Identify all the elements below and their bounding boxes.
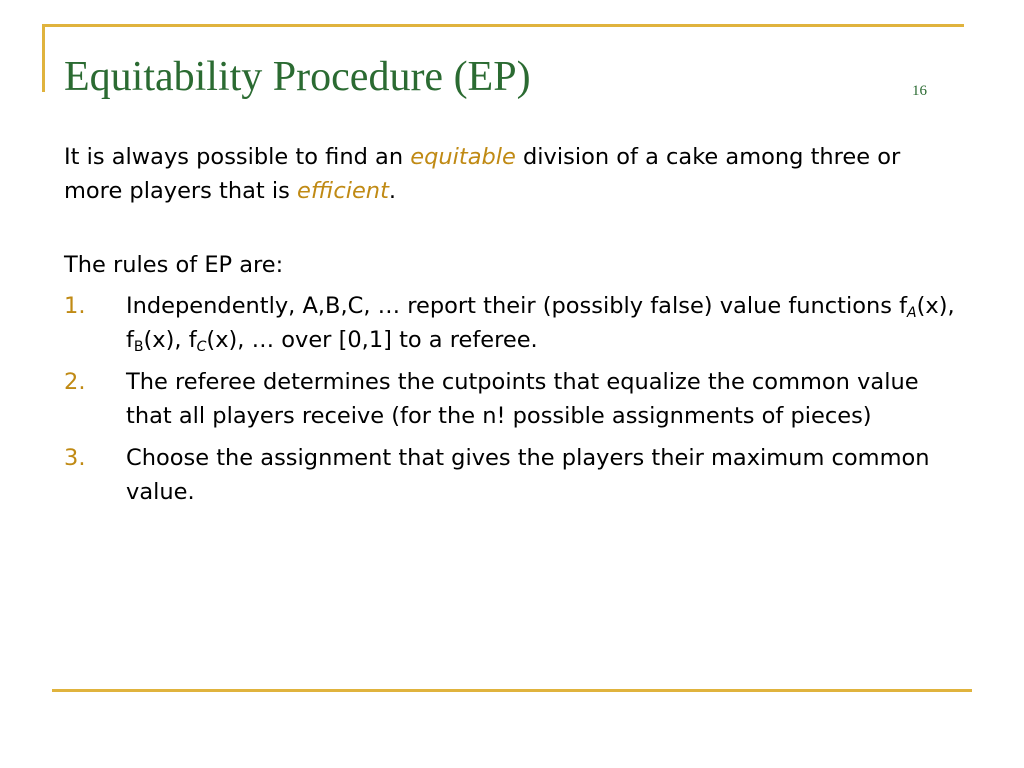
rule-1-text-b: (x), f [126,293,955,353]
rule-item-2 [64,365,964,433]
rule-1-text-c: (x), f [143,327,197,353]
slide-number: 16 [912,83,927,99]
frame-bottom-rule [52,689,972,692]
equitable-term: equitable [410,144,516,170]
rule-number-2: 2. [64,369,86,395]
rule-1-text-a: Independently, A,B,C, … report their (possibly false) value functions f [126,293,908,319]
intro-text-1: It is always possible to find an [64,144,411,170]
intro-text-2: division of a cake among three or more players that is [64,144,901,204]
rule-1-subscript-c: C [196,339,207,355]
slide-title: Equitability Procedure (EP) [64,54,531,100]
rule-1-subscript-a: A [907,305,917,321]
rule-1-subscript-b: B [133,339,144,355]
frame-top-rule [42,24,964,27]
efficient-term: efficient [297,178,389,204]
rules-heading: The rules of EP are: [64,252,284,278]
rule-item-1 [64,289,964,357]
intro-text-3: . [388,178,397,204]
rule-1-text-d: (x), … over [0,1] to a referee. [206,327,538,353]
rule-3-text: Choose the assignment that gives the players their maximum common value. [126,445,930,505]
rule-2-text: The referee determines the cutpoints that equalize the common value that all players receive (for the n! possible assignments of pieces) [126,369,919,429]
slide-body [64,140,964,517]
rule-number-1: 1. [64,293,86,319]
frame-left-rule [42,24,45,92]
intro-paragraph [64,140,964,208]
rules-list [64,289,964,509]
rule-item-3 [64,441,964,509]
rule-number-3: 3. [64,445,86,471]
